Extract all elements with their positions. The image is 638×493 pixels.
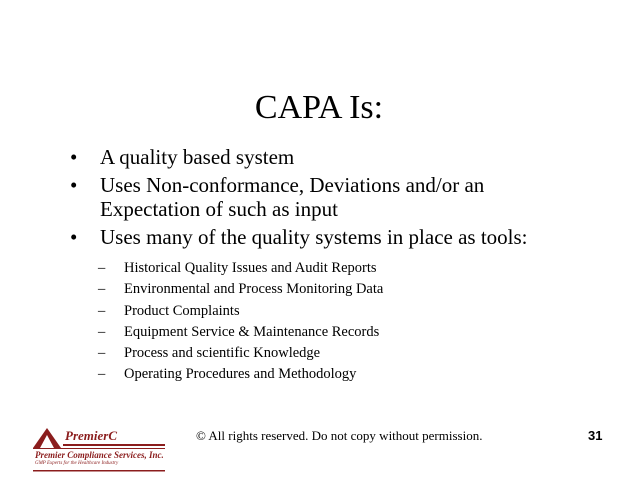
logo-name: PremierC [65,428,117,443]
sub-bullet-item [98,322,618,343]
sub-bullet-item [98,364,618,385]
bullet-text: Uses Non-conformance, Deviations and/or an [100,173,485,197]
bullet-text-continued: Expectation of such as input [100,197,338,221]
bullet-marker: • [70,145,78,169]
bullet-marker: • [70,225,78,249]
sub-bullet-marker: – [98,281,106,298]
sub-bullet-item [98,258,618,279]
bullet-list [70,145,630,253]
sub-bullet-text: Environmental and Process Monitoring Data [124,281,384,298]
bullet-item [70,225,630,249]
sub-bullet-list [98,258,618,386]
sub-bullet-item [98,343,618,364]
bullet-text: Uses many of the quality systems in place as tools: [100,225,528,249]
bullet-item [70,145,630,169]
sub-bullet-marker: – [98,302,106,319]
logo-tagline: GMP Experts for the Healthcare Industry [35,461,119,466]
bullet-item [70,173,630,221]
sub-bullet-text: Equipment Service & Maintenance Records [124,323,380,340]
sub-bullet-marker: – [98,260,106,276]
sub-bullet-marker: – [98,323,106,340]
sub-bullet-marker: – [98,366,106,383]
bullet-text: A quality based system [100,145,295,169]
sub-bullet-item [98,301,618,322]
bullet-marker: • [70,173,78,197]
copyright-notice: © All rights reserved. Do not copy without permission. [196,428,483,443]
sub-bullet-text: Operating Procedures and Methodology [124,366,357,383]
slide-title: CAPA Is: [254,89,384,126]
sub-bullet-text: Product Complaints [124,302,240,319]
sub-bullet-text: Historical Quality Issues and Audit Reports [124,260,377,276]
page-number: 31 [588,428,603,443]
sub-bullet-marker: – [98,345,106,362]
logo-company: Premier Compliance Services, Inc. [35,450,164,460]
sub-bullet-text: Process and scientific Knowledge [124,345,321,362]
sub-bullet-item [98,279,618,300]
company-logo [29,426,169,472]
